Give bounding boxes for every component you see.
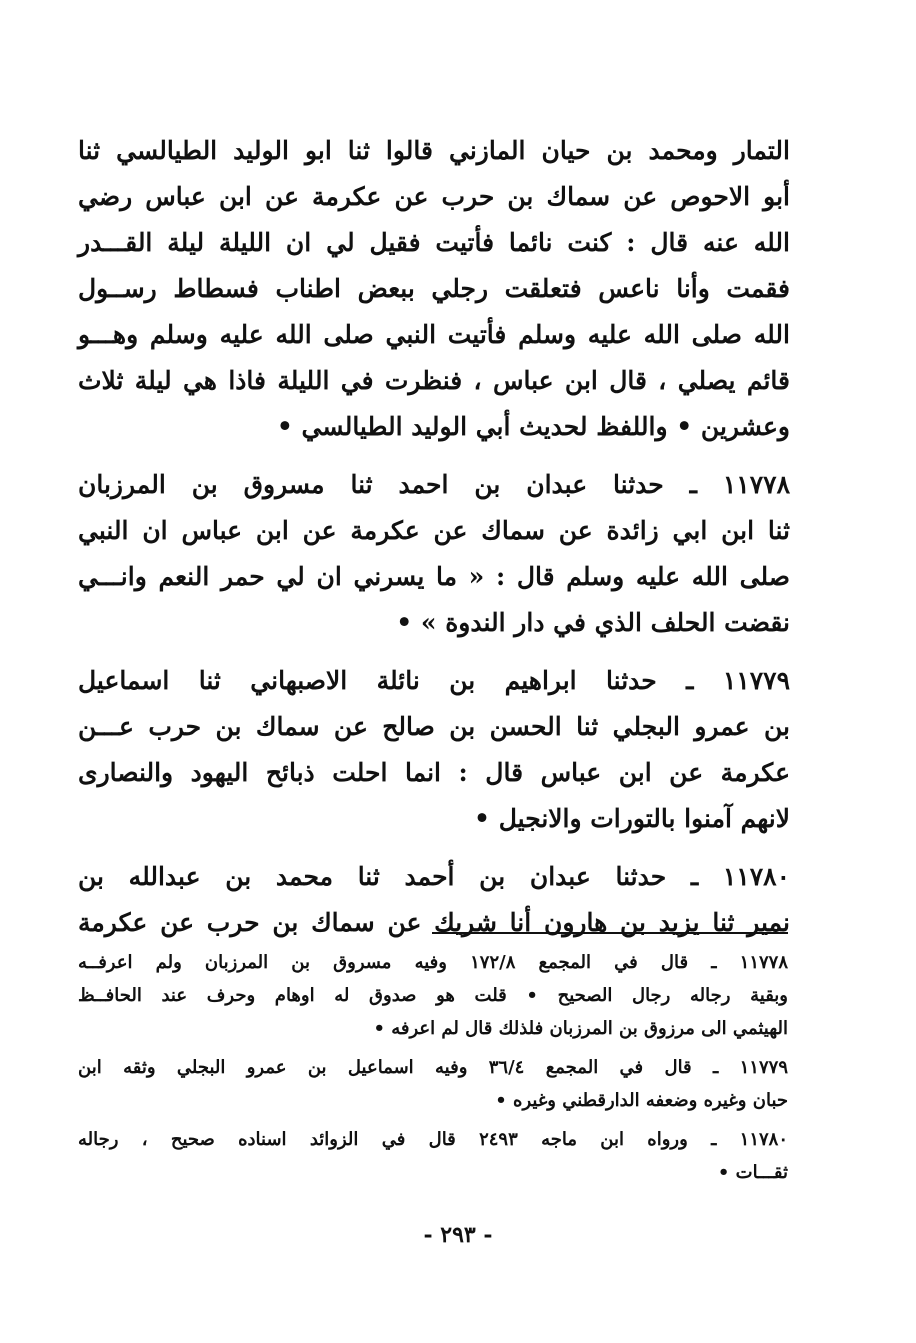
- text-line: نمير ثنا يزيد بن هارون أنا شريك عن سماك بن حرب عن عكرمة: [78, 908, 790, 937]
- footnote-line: الهيثمي الى مرزوق بن المرزبان فلذلك قال لم اعرفه •: [373, 1018, 788, 1039]
- text-line: ثنا ابن ابي زائدة عن سماك عن عكرمة عن ابن عباس ان النبي: [78, 516, 790, 545]
- text-line: ١١٧٧٨ ـ حدثنا عبدان بن احمد ثنا مسروق بن المرزبان: [78, 470, 790, 499]
- text-line: صلى الله عليه وسلم قال : « ما يسرني ان لي حمر النعم وانـــي: [78, 562, 790, 591]
- text-line: لانهم آمنوا بالتورات والانجيل •: [474, 804, 790, 833]
- footnote-line: ١١٧٧٩ ـ قال في المجمع ٣٦/٤ وفيه اسماعيل بن عمرو البجلي وثقه ابن: [78, 1057, 788, 1078]
- footnote-11778: [78, 946, 788, 1045]
- footnote-line: ثقـــات •: [717, 1162, 788, 1183]
- text-line: فقمت وأنا ناعس فتعلقت رجلي ببعض اطناب فسطاط رســول: [78, 274, 790, 303]
- hadith-11778: [78, 462, 790, 646]
- text-line: بن عمرو البجلي ثنا الحسن بن صالح عن سماك بن حرب عـــن: [78, 712, 790, 741]
- text-line: التمار ومحمد بن حيان المازني قالوا ثنا ابو الوليد الطيالسي ثنا: [78, 136, 790, 165]
- footnote-line: حبان وغيره وضعفه الدارقطني وغيره •: [495, 1090, 788, 1111]
- text-line: الله صلى الله عليه وسلم فأتيت النبي صلى الله عليه وسلم وهـــو: [78, 320, 790, 349]
- paragraph-continuation: [78, 128, 790, 450]
- footnote-separator: [432, 932, 788, 934]
- footnote-11779: [78, 1051, 788, 1117]
- footnote-line: وبقية رجاله رجال الصحيح • قلت هو صدوق له اوهام وحرف عند الحافــظ: [78, 985, 788, 1006]
- text-line: وعشرين • واللفظ لحديث أبي الوليد الطيالسي •: [276, 412, 790, 441]
- text-line: الله عنه قال : كنت نائما فأتيت فقيل لي ان الليلة ليلة القـــدر: [78, 228, 790, 257]
- footnote-line: ١١٧٧٨ ـ قال في المجمع ١٧٢/٨ وفيه مسروق بن المرزبان ولم اعرفــه: [78, 952, 788, 973]
- page-number: - ٢٩٣ -: [423, 1222, 493, 1248]
- text-line: أبو الاحوص عن سماك بن حرب عن عكرمة عن ابن عباس رضي: [78, 182, 790, 211]
- main-text: [78, 128, 790, 946]
- hadith-11779: [78, 658, 790, 842]
- text-line: ١١٧٨٠ ـ حدثنا عبدان بن أحمد ثنا محمد بن عبدالله بن: [78, 862, 790, 891]
- footnote-line: ١١٧٨٠ ـ ورواه ابن ماجه ٢٤٩٣ قال في الزوائد اسناده صحيح ، رجاله: [78, 1129, 789, 1150]
- text-line: ١١٧٧٩ ـ حدثنا ابراهيم بن نائلة الاصبهاني ثنا اسماعيل: [78, 666, 790, 695]
- text-line: عكرمة عن ابن عباس قال : انما احلت ذبائح اليهود والنصارى: [78, 758, 790, 787]
- text-line: نقضت الحلف الذي في دار الندوة » •: [396, 608, 790, 637]
- footnotes: [78, 946, 788, 1189]
- text-line: قائم يصلي ، قال ابن عباس ، فنظرت في الليلة فاذا هي ليلة ثلاث: [78, 366, 790, 395]
- footnote-11780: [78, 1123, 788, 1189]
